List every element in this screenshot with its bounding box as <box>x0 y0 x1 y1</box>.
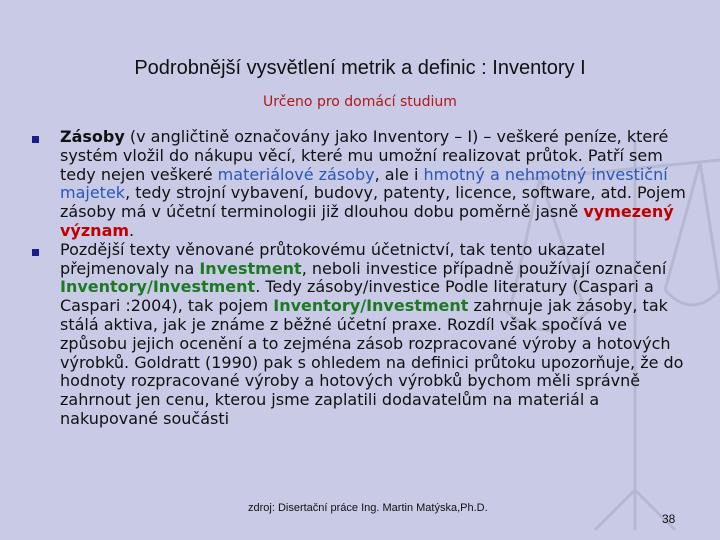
bullet1-text-2: , ale i <box>374 164 424 184</box>
highlight-investicni-majetek: hmotný a nehmotný investiční majetek <box>60 164 668 203</box>
highlight-inventory-investment-2: Inventory/Investment <box>273 296 469 316</box>
highlight-materialove-zasoby: materiálové zásoby <box>217 164 375 184</box>
bullet-marker-icon <box>32 136 39 143</box>
page-number: 38 <box>662 512 676 526</box>
bullet2-text-3: . Tedy zásoby/investice Podle literatury (Caspari a Caspari :2004), tak pojem <box>60 277 654 316</box>
highlight-vymezeny-vyznam: vymezený význam <box>60 202 674 240</box>
bullet2-text-4: zahrnuje jak zásoby, tak stálá aktiva, jak je známe z běžné účetní praxe. Rozdíl však spočívá ve způsobu jejich ocenění a to zejména zásob rozpracované výroby a hotových výrobků. Goldratt (1990) pak s ohledem na definici průtoku upozorňuje, že do hodnoty rozpracované výroby a hotových výrobků bychom měli správně zahrnout jen cenu, kterou jsme zaplatili dodavatelům na materiál a nakupované součásti <box>60 296 684 428</box>
bullet2-text-2: , neboli investice případně používají označení <box>301 258 667 278</box>
bullet-investment <box>28 241 698 429</box>
highlight-inventory-investment-1: Inventory/Investment <box>60 277 256 297</box>
page-title: Podrobnější vysvětlení metrik a definic : Inventory I <box>134 57 586 79</box>
bullet1-text-3: , tedy strojní vybavení, budovy, patenty, licence, software, atd. Pojem zásoby má v účetní terminologii již dlouhou dobu poměrně jasně <box>60 183 686 222</box>
source-note: zdroj: Disertační práce Ing. Martin Matýska,Ph.D. <box>248 502 488 514</box>
bullet-list <box>28 128 698 429</box>
term-zasoby: Zásoby <box>60 127 125 146</box>
page-subtitle: Určeno pro domácí studium <box>263 94 457 110</box>
highlight-investment: Investment <box>199 258 302 278</box>
bullet1-text-1: (v angličtině označovány jako Inventory – I) – veškeré peníze, které systém vložil do nákupu věcí, které mu umožní realizovat průtok. Patří sem tedy nejen veškeré <box>60 127 669 184</box>
bullet-inventory <box>28 128 698 241</box>
bullet2-text-1: Pozdější texty věnované průtokovému účetnictví, tak tento ukazatel přejmenovaly na <box>60 239 606 278</box>
bullet-marker-icon <box>32 249 39 256</box>
bullet1-text-4: . <box>129 220 135 240</box>
